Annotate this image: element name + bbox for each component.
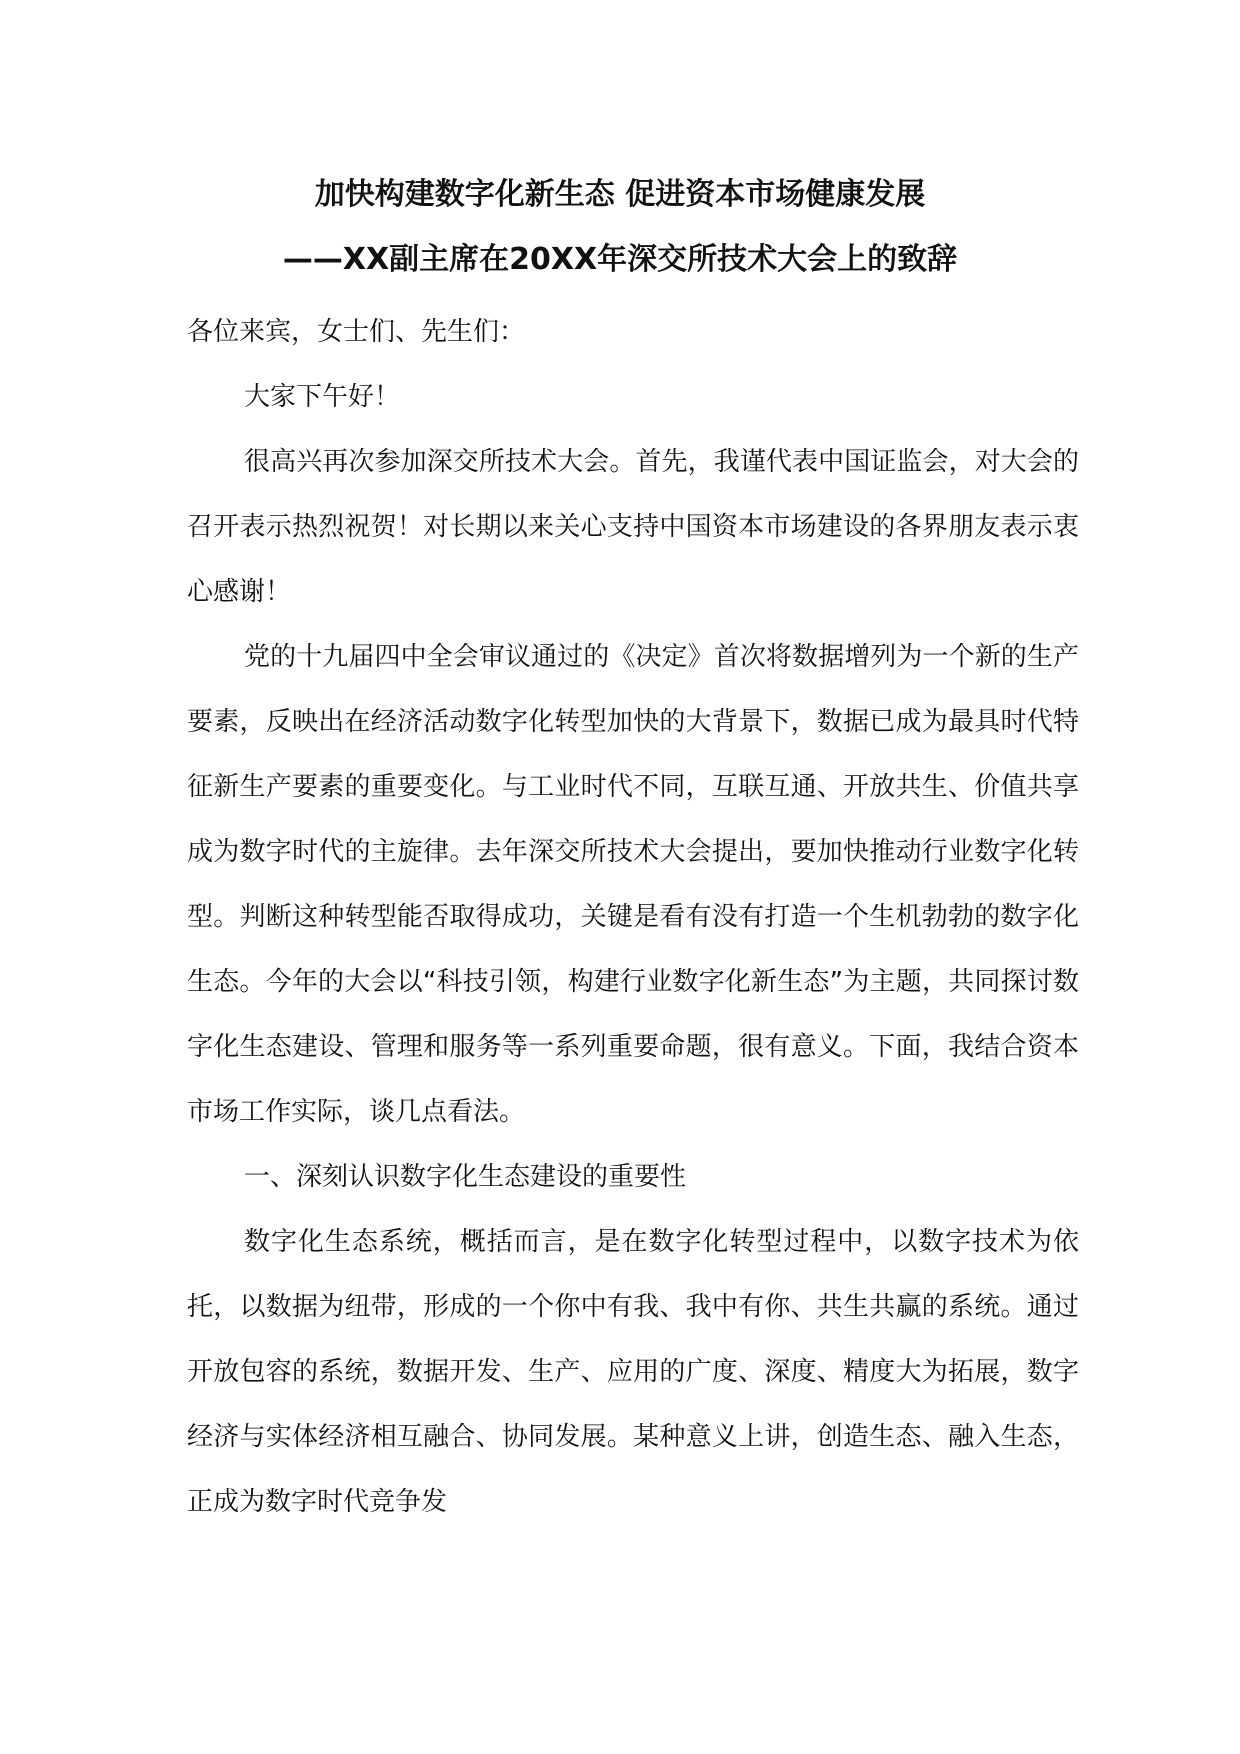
document-title: 加快构建数字化新生态 促进资本市场健康发展	[314, 177, 926, 212]
document-body	[187, 300, 1079, 1535]
body-paragraph-background: 党的十九届四中全会审议通过的《决定》首次将数据增列为一个新的生产要素，反映出在经济活动数字化转型加快的大背景下，数据已成为最具时代特征新生产要素的重要变化。与工业时代不同，互联互通、开放共生、价值共享成为数字时代的主旋律。去年深交所技术大会提出，要加快推动行业数字化转型。判断这种转型能否取得成功，关键是看有没有打造一个生机勃勃的数字化生态。今年的大会以“科技引领，构建行业数字化新生态”为主题，共同探讨数字化生态建设、管理和服务等一系列重要命题，很有意义。下面，我结合资本市场工作实际，谈几点看法。	[187, 642, 1079, 1127]
body-paragraph-definition: 数字化生态系统，概括而言，是在数字化转型过程中，以数字技术为依托，以数据为纽带，形成的一个你中有我、我中有你、共生共赢的系统。通过开放包容的系统，数据开发、生产、应用的广度、深度、精度大为拓展，数字经济与实体经济相互融合、协同发展。某种意义上讲，创造生态、融入生态，正成为数字时代竞争发	[187, 1227, 1079, 1517]
section-heading: 一、深刻认识数字化生态建设的重要性	[244, 1162, 687, 1192]
document-subtitle: ——XX副主席在20XX年深交所技术大会上的致辞	[282, 242, 958, 277]
salutation: 各位来宾，女士们、先生们：	[187, 317, 526, 347]
body-paragraph-greeting: 大家下午好！	[244, 382, 401, 412]
body-paragraph-opening: 很高兴再次参加深交所技术大会。首先，我谨代表中国证监会，对大会的召开表示热烈祝贺！对长期以来关心支持中国资本市场建设的各界朋友表示衷心感谢！	[187, 447, 1079, 607]
